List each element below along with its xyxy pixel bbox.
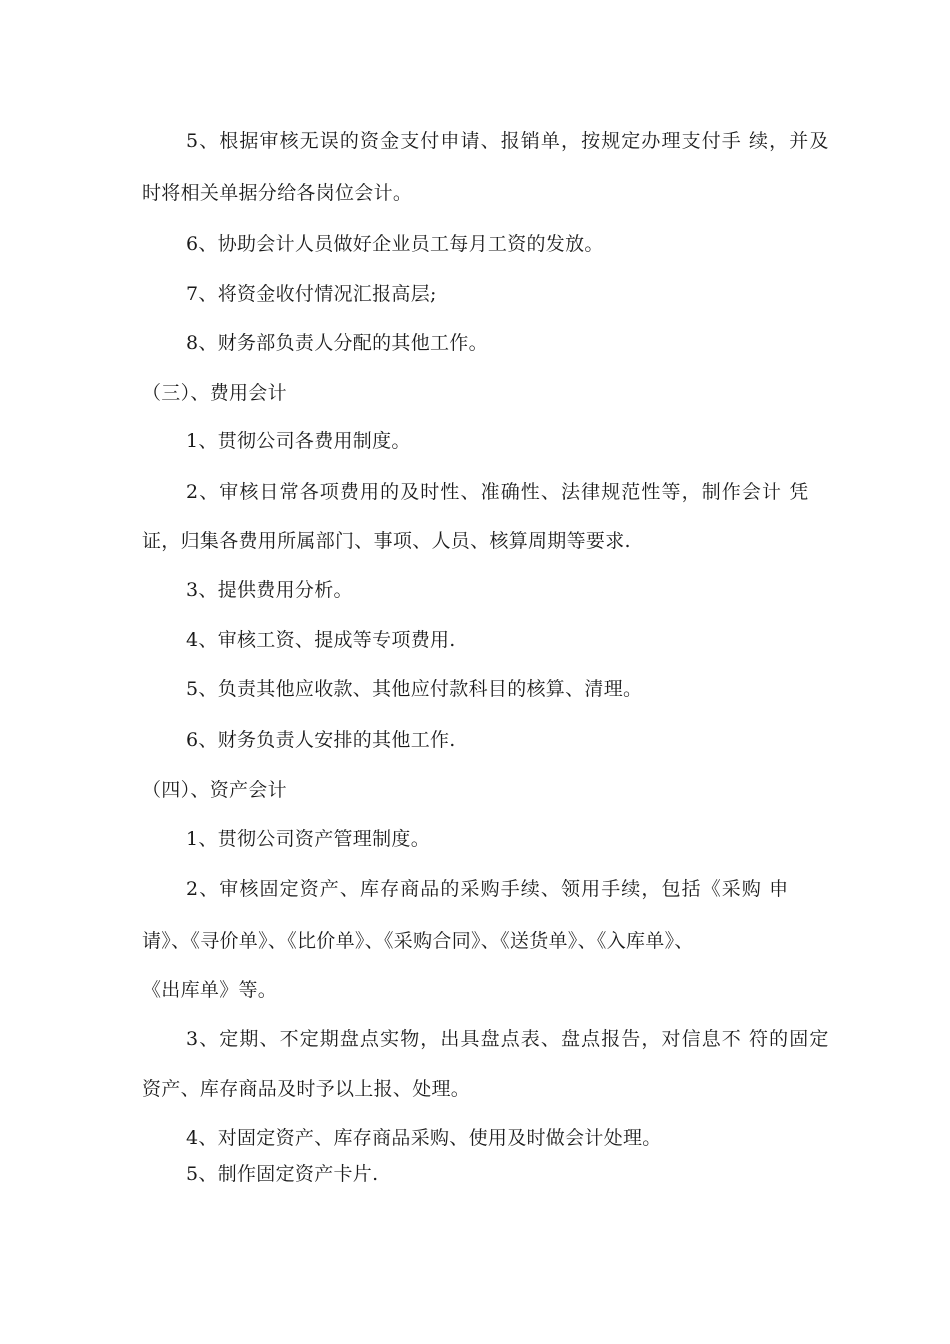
paragraph-line: 请》、《寻价单》、《比价单》、《采购合同》、《送货单》、《入库单》、 <box>142 930 694 952</box>
paragraph-line: 2、审核固定资产、库存商品的采购手续、领用手续，包括《采购 申 <box>186 878 790 900</box>
paragraph-line: 资产、库存商品及时予以上报、处理。 <box>142 1078 471 1100</box>
paragraph-line: 3、定期、不定期盘点实物，出具盘点表、盘点报告，对信息不 符的固定 <box>186 1028 830 1050</box>
paragraph-line: 3、提供费用分析。 <box>186 579 353 601</box>
paragraph-line: 2、审核日常各项费用的及时性、准确性、法律规范性等，制作会计 凭 <box>186 481 810 503</box>
paragraph-line: 《出库单》等。 <box>142 979 278 1001</box>
section-heading: （四）、资产会计 <box>142 779 287 801</box>
paragraph-line: 4、对固定资产、库存商品采购、使用及时做会计处理。 <box>186 1127 662 1149</box>
paragraph-line: 时将相关单据分给各岗位会计。 <box>142 182 413 204</box>
paragraph-line: 1、贯彻公司资产管理制度。 <box>186 828 430 850</box>
paragraph-line: 8、财务部负责人分配的其他工作。 <box>186 332 488 354</box>
paragraph-line: 6、财务负责人安排的其他工作. <box>186 729 456 751</box>
paragraph-line: 5、根据审核无误的资金支付申请、报销单，按规定办理支付手 续，并及 <box>186 130 830 152</box>
paragraph-line: 证，归集各费用所属部门、事项、人员、核算周期等要求. <box>142 530 631 552</box>
paragraph-line: 4、审核工资、提成等专项费用. <box>186 629 456 651</box>
paragraph-line: 5、制作固定资产卡片. <box>186 1163 379 1185</box>
paragraph-line: 7、将资金收付情况汇报高层; <box>186 283 437 305</box>
paragraph-line: 1、贯彻公司各费用制度。 <box>186 430 411 452</box>
paragraph-line: 5、负责其他应收款、其他应付款科目的核算、清理。 <box>186 678 643 700</box>
section-heading: （三）、费用会计 <box>142 382 287 404</box>
paragraph-line: 6、协助会计人员做好企业员工每月工资的发放。 <box>186 233 604 255</box>
